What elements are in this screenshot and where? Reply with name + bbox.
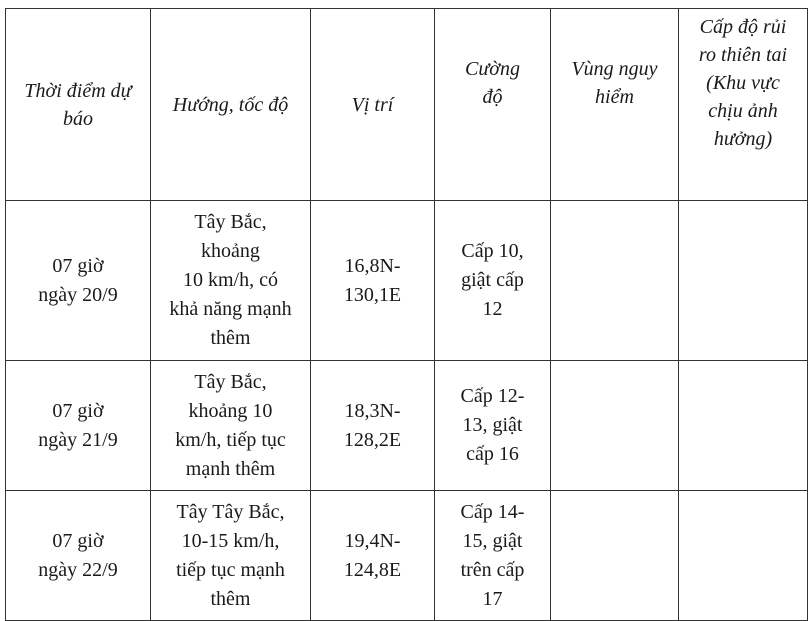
- header-position: [311, 9, 435, 201]
- cell-line: 18,3N-: [344, 399, 401, 422]
- cell-line: cấp 16: [466, 443, 519, 465]
- cell-line: mạnh thêm: [185, 457, 276, 480]
- header-forecast-time-line: báo: [63, 107, 93, 130]
- header-forecast-time-line: Thời điểm dự: [24, 79, 132, 102]
- cell-risk-level: [679, 361, 808, 491]
- cell-line: 07 giờ: [52, 399, 104, 422]
- cell-position: [311, 361, 435, 491]
- cell-time: [6, 201, 151, 361]
- cell-intensity: [435, 361, 551, 491]
- cell-line: Cấp 14-: [460, 500, 525, 523]
- cell-line: khả năng mạnh: [169, 298, 292, 320]
- cell-line: 128,2E: [343, 428, 402, 451]
- table-row: [6, 491, 808, 621]
- cell-position: [311, 491, 435, 621]
- cell-time: [6, 361, 151, 491]
- header-risk-level-line: chịu ảnh: [708, 100, 778, 122]
- cell-line: 13, giật: [462, 414, 523, 436]
- header-risk-level: [679, 9, 808, 201]
- header-position-line: Vị trí: [351, 93, 394, 116]
- header-intensity-line: Cường: [465, 58, 520, 80]
- cell-danger-zone: [551, 201, 679, 361]
- forecast-table-container: [5, 8, 808, 621]
- cell-line: 10-15 km/h,: [181, 529, 280, 552]
- cell-line: giật cấp: [461, 269, 524, 291]
- header-risk-level-line: Cấp độ rủi: [699, 16, 787, 38]
- cell-intensity: [435, 491, 551, 621]
- cell-line: Cấp 10,: [461, 240, 524, 262]
- cell-danger-zone: [551, 491, 679, 621]
- table-row: [6, 201, 808, 361]
- cell-line: trên cấp: [460, 558, 525, 581]
- cell-line: ngày 21/9: [38, 428, 118, 451]
- cell-risk-level: [679, 491, 808, 621]
- header-forecast-time: [6, 9, 151, 201]
- cell-line: Cấp 12-: [460, 385, 525, 407]
- cell-line: tiếp tục mạnh: [176, 558, 285, 581]
- cell-time: [6, 491, 151, 621]
- cell-line: km/h, tiếp tục: [175, 428, 286, 451]
- cell-direction: [151, 491, 311, 621]
- cell-line: 12: [482, 298, 503, 320]
- table-row: [6, 361, 808, 491]
- forecast-table: [5, 8, 808, 621]
- cell-line: 07 giờ: [52, 529, 104, 552]
- cell-line: 16,8N-: [344, 254, 401, 277]
- cell-line: 17: [482, 587, 503, 610]
- cell-line: 19,4N-: [344, 529, 401, 552]
- cell-danger-zone: [551, 361, 679, 491]
- header-risk-level-line: (Khu vực: [706, 72, 780, 94]
- cell-line: ngày 20/9: [38, 283, 118, 306]
- header-row: [6, 9, 808, 201]
- cell-line: thêm: [210, 587, 251, 610]
- header-risk-level-line: ro thiên tai: [698, 44, 788, 66]
- cell-line: 124,8E: [343, 558, 402, 581]
- cell-line: Tây Bắc,: [194, 370, 267, 393]
- cell-line: 130,1E: [343, 283, 402, 306]
- header-direction-speed-line: Hướng, tốc độ: [172, 93, 289, 116]
- cell-line: 07 giờ: [52, 254, 104, 277]
- header-direction-speed: [151, 9, 311, 201]
- header-danger-zone-line: hiểm: [595, 86, 634, 108]
- cell-risk-level: [679, 201, 808, 361]
- cell-line: thêm: [210, 327, 251, 349]
- cell-line: Tây Bắc,: [194, 211, 267, 233]
- header-risk-level-line: hưởng): [713, 128, 773, 150]
- cell-line: 10 km/h, có: [183, 269, 278, 291]
- cell-direction: [151, 361, 311, 491]
- header-intensity: [435, 9, 551, 201]
- header-danger-zone-line: Vùng nguy: [571, 58, 658, 80]
- cell-intensity: [435, 201, 551, 361]
- header-danger-zone: [551, 9, 679, 201]
- header-intensity-line: độ: [482, 86, 503, 108]
- cell-line: khoảng: [201, 240, 260, 262]
- cell-position: [311, 201, 435, 361]
- cell-direction: [151, 201, 311, 361]
- cell-line: Tây Tây Bắc,: [176, 500, 285, 523]
- cell-line: ngày 22/9: [38, 558, 118, 581]
- cell-line: 15, giật: [462, 529, 523, 552]
- cell-line: khoảng 10: [188, 399, 273, 422]
